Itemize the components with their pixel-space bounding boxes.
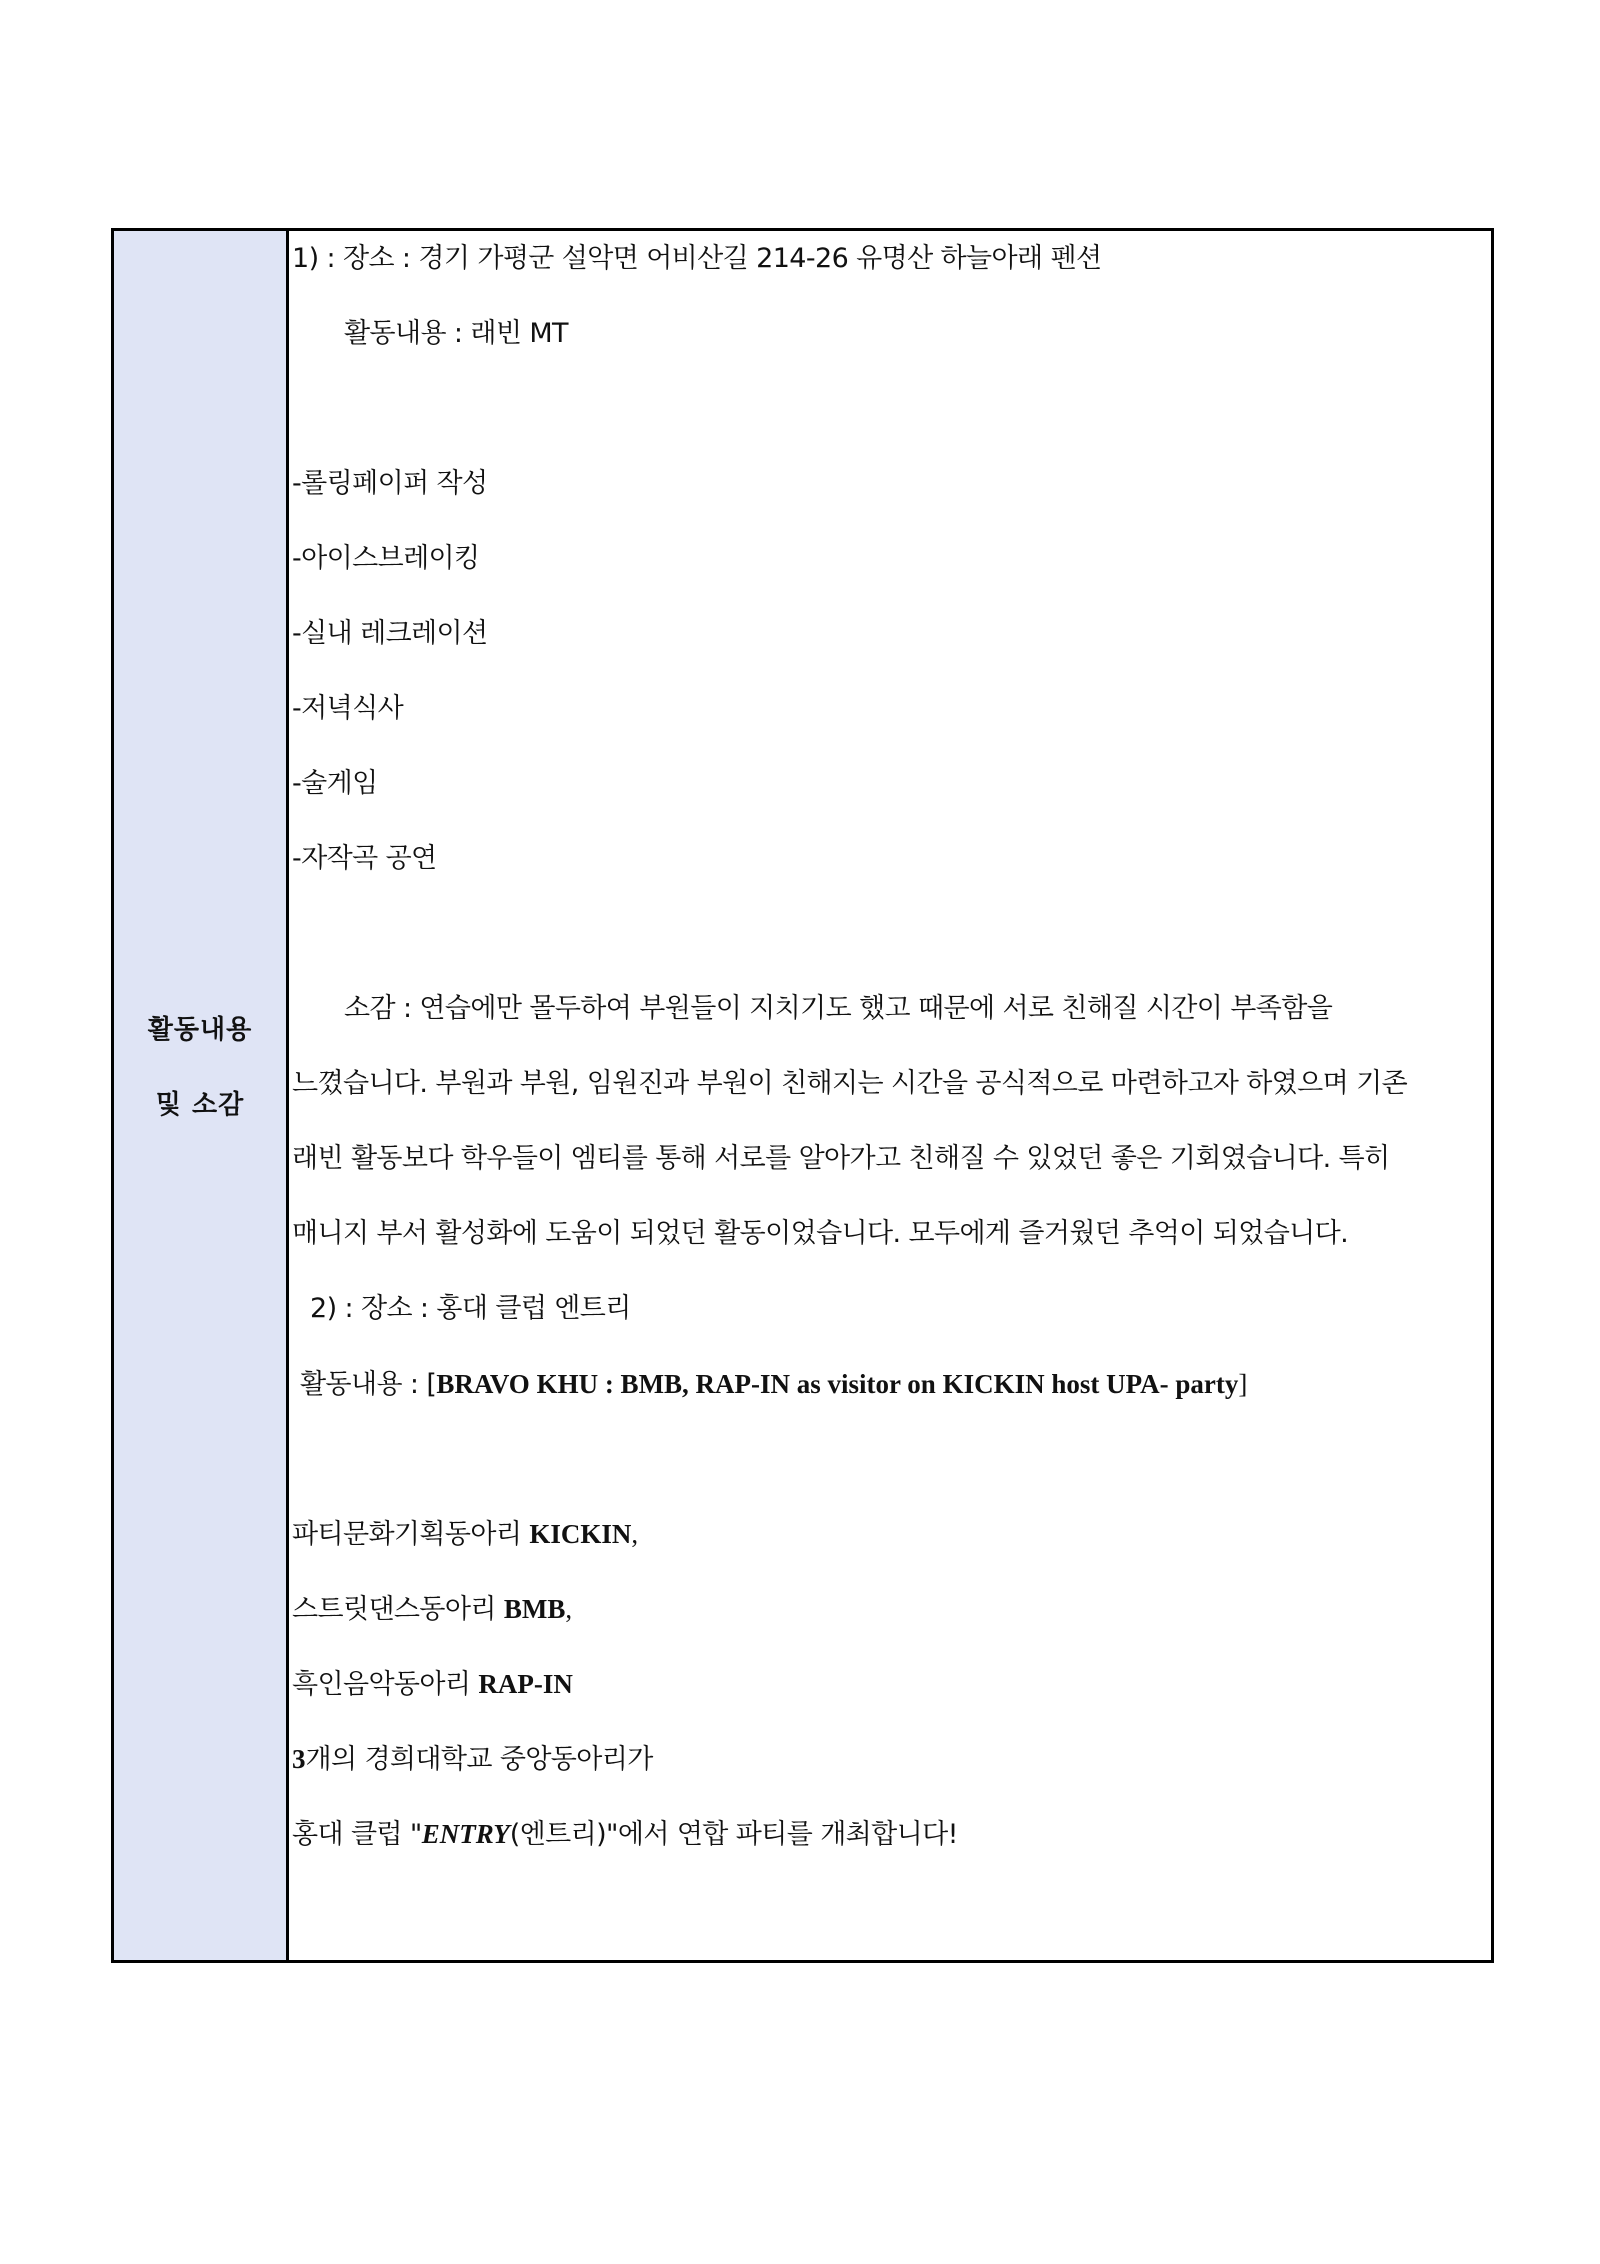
club-line-kickin bbox=[292, 1512, 1491, 1587]
activity2-description-prefix: 활동내용 : [ bbox=[300, 1369, 437, 1400]
activity1-review-line: 소감 : 연습에만 몰두하여 부원들이 지치기도 했고 때문에 서로 친해질 시간이 부족함을 bbox=[344, 993, 1333, 1024]
activity2-description-suffix: ] bbox=[1238, 1369, 1248, 1399]
club-count-number: 3 bbox=[292, 1744, 306, 1774]
venue-name: ENTRY bbox=[421, 1819, 510, 1849]
club-line-bmb bbox=[292, 1587, 1491, 1662]
activity2-event-title: BRAVO KHU : BMB, RAP-IN as visitor on KICKIN host UPA- party bbox=[436, 1369, 1239, 1399]
club2-suffix: , bbox=[565, 1594, 573, 1624]
activity2-description bbox=[292, 1362, 1491, 1437]
club2-prefix: 스트릿댄스동아리 bbox=[292, 1594, 504, 1625]
activity1-item: -술게임 bbox=[292, 768, 378, 799]
content-cell bbox=[289, 231, 1491, 1960]
club-count-line bbox=[292, 1737, 1491, 1812]
venue-line bbox=[292, 1812, 1491, 1887]
club1-prefix: 파티문화기획동아리 bbox=[292, 1519, 530, 1550]
club3-name: RAP-IN bbox=[478, 1669, 573, 1699]
club1-suffix: , bbox=[631, 1519, 639, 1549]
activity1-place: 1) : 장소 : 경기 가평군 설악면 어비산길 214-26 유명산 하늘아래 펜션 bbox=[292, 243, 1102, 274]
activity1-item: -실내 레크레이션 bbox=[292, 618, 488, 649]
section-label-line2: 및 소감 bbox=[155, 1090, 245, 1120]
activity1-item: -롤링페이퍼 작성 bbox=[292, 468, 488, 499]
activity1-item: -아이스브레이킹 bbox=[292, 543, 480, 574]
venue-suffix: (엔트리)"에서 연합 파티를 개최합니다! bbox=[509, 1819, 958, 1850]
club2-name: BMB bbox=[503, 1594, 566, 1624]
activity2-place: 2) : 장소 : 홍대 클럽 엔트리 bbox=[310, 1293, 631, 1324]
club-line-rapin bbox=[292, 1662, 1491, 1737]
blank-line bbox=[292, 912, 1491, 987]
activity1-item: -저녁식사 bbox=[292, 693, 404, 724]
activity1-review-line: 래빈 활동보다 학우들이 엠티를 통해 서로를 알아가고 친해질 수 있었던 좋은 기회였습니다. 특히 bbox=[292, 1143, 1390, 1174]
activity1-review-line: 느꼈습니다. 부원과 부원, 임원진과 부원이 친해지는 시간을 공식적으로 마련하고자 하였으며 기존 bbox=[292, 1068, 1408, 1099]
activity1-description: 활동내용 : 래빈 MT bbox=[344, 318, 568, 349]
blank-line bbox=[292, 387, 1491, 462]
venue-prefix: 홍대 클럽 " bbox=[292, 1819, 422, 1850]
activity1-review-line: 매니지 부서 활성화에 도움이 되었던 활동이었습니다. 모두에게 즐거웠던 추억이 되었습니다. bbox=[292, 1218, 1349, 1249]
section-label-line1: 활동내용 bbox=[147, 1015, 253, 1045]
section-label-cell bbox=[114, 231, 289, 1960]
club1-name: KICKIN bbox=[529, 1519, 632, 1549]
blank-line bbox=[292, 1437, 1491, 1512]
club3-prefix: 흑인음악동아리 bbox=[292, 1669, 479, 1700]
activity-report-table bbox=[111, 228, 1494, 1963]
activity1-item: -자작곡 공연 bbox=[292, 843, 437, 874]
club-count-text: 개의 경희대학교 중앙동아리가 bbox=[305, 1744, 653, 1775]
